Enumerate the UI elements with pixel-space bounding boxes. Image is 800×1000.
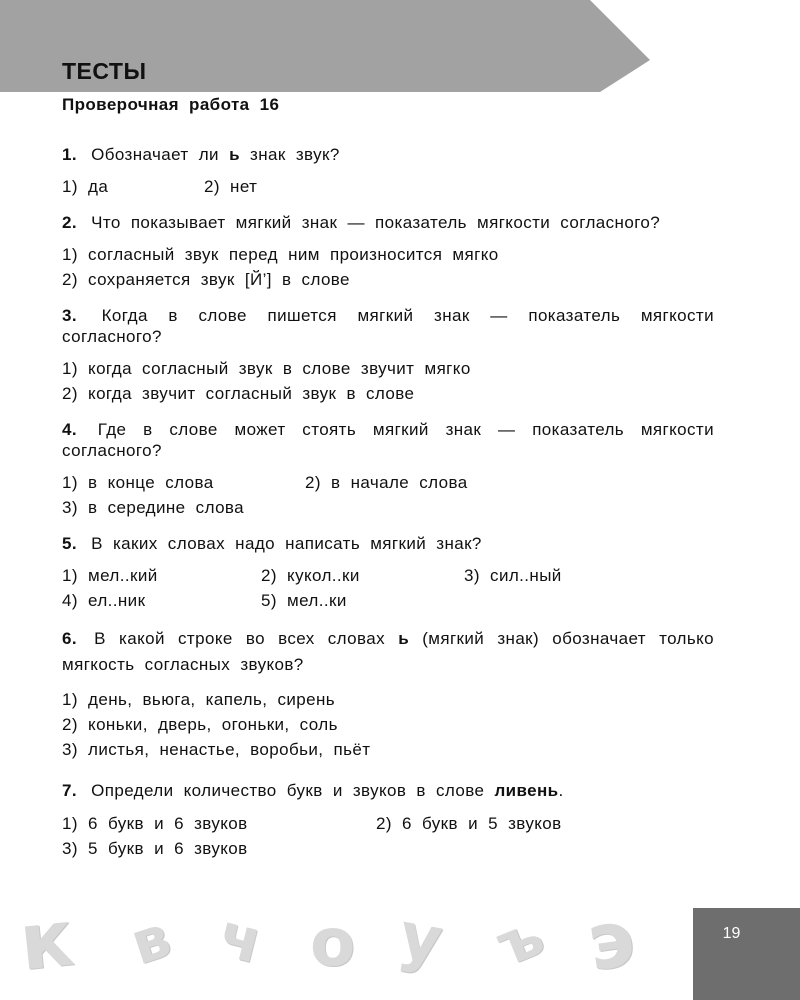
answer-option: 2) сохраняется звук [Й’] в слове bbox=[62, 270, 350, 289]
answer-row bbox=[62, 470, 714, 495]
answer-option: 3) сил..ный bbox=[464, 566, 562, 585]
answer-row bbox=[62, 495, 714, 520]
decorative-letter: к bbox=[15, 893, 78, 989]
question-2 bbox=[62, 212, 714, 292]
answer-option: 1) согласный звук перед ним произносится мягко bbox=[62, 245, 499, 264]
answer-option: 1) 6 букв и 6 звуков bbox=[62, 814, 248, 833]
question-5 bbox=[62, 533, 714, 613]
question-text bbox=[62, 419, 714, 461]
page-number-box bbox=[693, 908, 800, 1000]
keyword-bold: ливень bbox=[494, 781, 559, 800]
question-text-part: Где в слове может стоять мягкий знак — показатель мягкости согласного? bbox=[62, 420, 714, 460]
question-text bbox=[62, 626, 714, 678]
answer-row bbox=[62, 242, 714, 267]
question-number: 2. bbox=[62, 213, 77, 232]
answer-row bbox=[62, 381, 714, 406]
answer-list bbox=[62, 470, 714, 520]
question-number: 4. bbox=[62, 420, 77, 439]
answer-option: 1) когда согласный звук в слове звучит мягко bbox=[62, 359, 471, 378]
question-text-part: В какой строке во всех словах bbox=[94, 629, 386, 648]
answer-option: 4) ел..ник bbox=[62, 591, 146, 610]
answer-row bbox=[62, 836, 714, 861]
answer-row bbox=[62, 712, 714, 737]
question-text-part: В каких словах надо написать мягкий знак? bbox=[91, 534, 482, 553]
section-title: ТЕСТЫ bbox=[62, 58, 147, 84]
answer-list bbox=[62, 174, 714, 199]
answer-option: 2) 6 букв и 5 звуков bbox=[376, 814, 562, 833]
question-text-part: Что показывает мягкий знак — показатель мягкости согласного? bbox=[91, 213, 661, 232]
answer-row bbox=[62, 174, 714, 199]
question-text bbox=[62, 780, 714, 801]
answer-list bbox=[62, 687, 714, 762]
question-4 bbox=[62, 419, 714, 520]
page-number: 19 bbox=[722, 925, 741, 942]
answer-option: 2) когда звучит согласный звук в слове bbox=[62, 384, 415, 403]
question-text-part: Когда в слове пишется мягкий знак — показатель мягкости согласного? bbox=[62, 306, 714, 346]
question-number: 6. bbox=[62, 629, 77, 648]
answer-option: 2) кукол..ки bbox=[261, 566, 360, 585]
answer-option: 5) мел..ки bbox=[261, 591, 347, 610]
question-1 bbox=[62, 144, 714, 199]
decorative-letter: ъ bbox=[486, 900, 553, 980]
soft-sign-bold: ь bbox=[398, 629, 410, 648]
answer-option: 3) в середине слова bbox=[62, 498, 245, 517]
decorative-letters bbox=[15, 893, 660, 992]
decorative-letter: ч bbox=[212, 900, 270, 978]
answer-list bbox=[62, 563, 714, 613]
answer-row bbox=[62, 588, 714, 613]
question-7 bbox=[62, 780, 714, 861]
question-text bbox=[62, 144, 714, 165]
answer-option: 3) листья, ненастье, воробьи, пьёт bbox=[62, 740, 371, 759]
answer-list bbox=[62, 811, 714, 861]
question-number: 7. bbox=[62, 781, 77, 800]
question-text bbox=[62, 305, 714, 347]
answer-row bbox=[62, 563, 714, 588]
answer-row bbox=[62, 737, 714, 762]
answer-option: 1) день, вьюга, капель, сирень bbox=[62, 690, 336, 709]
test-title: Проверочная работа 16 bbox=[62, 95, 280, 114]
answer-row bbox=[62, 811, 714, 836]
answer-option: 2) в начале слова bbox=[305, 473, 468, 492]
question-text-part: Обозначает ли bbox=[91, 145, 219, 164]
decorative-letter: в bbox=[122, 901, 179, 979]
answer-row bbox=[62, 267, 714, 292]
answer-option: 1) в конце слова bbox=[62, 473, 214, 492]
question-text-part: знак звук? bbox=[250, 145, 340, 164]
answer-row bbox=[62, 356, 714, 381]
question-text-part: . bbox=[558, 781, 564, 800]
answer-option: 1) мел..кий bbox=[62, 566, 158, 585]
answer-option: 2) коньки, дверь, огоньки, соль bbox=[62, 715, 338, 734]
question-6 bbox=[62, 626, 714, 762]
decorative-letter: у bbox=[393, 898, 448, 980]
question-text-part: (мягкий знак) обозначает только мягкость согласных звуков? bbox=[62, 629, 715, 674]
question-3 bbox=[62, 305, 714, 406]
answer-list bbox=[62, 242, 714, 292]
decorative-letter: э bbox=[581, 893, 641, 989]
decorative-letter: о bbox=[310, 904, 356, 981]
answer-option: 3) 5 букв и 6 звуков bbox=[62, 839, 248, 858]
question-number: 3. bbox=[62, 306, 77, 325]
answer-option: 1) да bbox=[62, 177, 109, 196]
question-number: 5. bbox=[62, 534, 77, 553]
answer-list bbox=[62, 356, 714, 406]
answer-row bbox=[62, 687, 714, 712]
question-text-part: Определи количество букв и звуков в слове bbox=[91, 781, 485, 800]
answer-option: 2) нет bbox=[204, 177, 258, 196]
question-text bbox=[62, 212, 714, 233]
question-text bbox=[62, 533, 714, 554]
soft-sign-bold: ь bbox=[229, 145, 240, 164]
question-number: 1. bbox=[62, 145, 77, 164]
test-content bbox=[62, 144, 714, 874]
